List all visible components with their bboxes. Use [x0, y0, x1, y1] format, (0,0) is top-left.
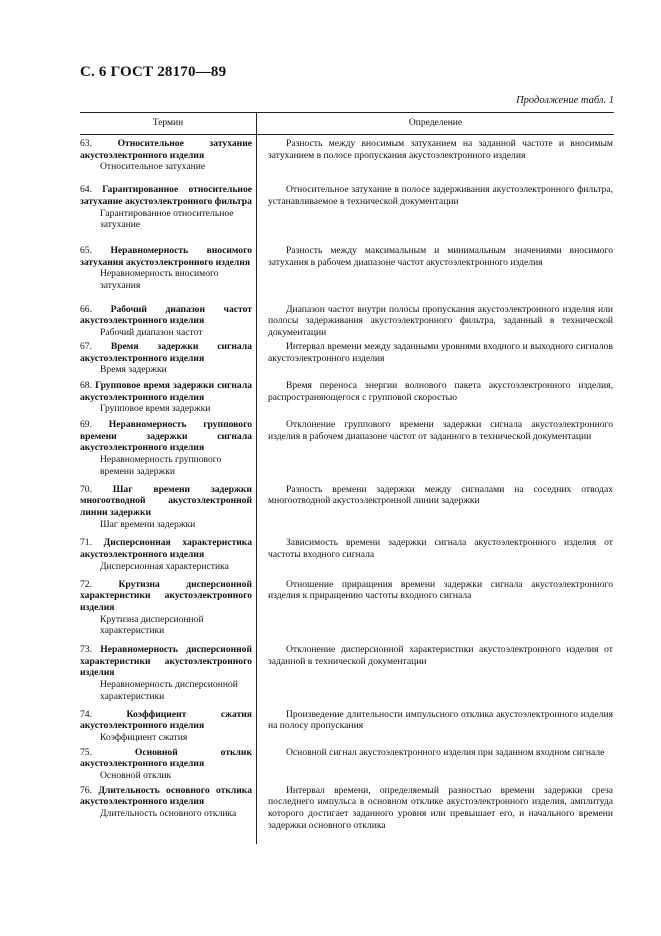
term-short-form: Неравномерность дисперсионной характеристики [100, 679, 238, 702]
term-name: Крутизна дисперсионной характеристики акустоэлектронного изделия [80, 578, 252, 613]
term-name: Относительное затухание акустоэлектронного изделия [80, 138, 252, 161]
term-heading [80, 304, 252, 327]
term-cell [80, 419, 256, 478]
definition-cell: Интервал времени между заданными уровнями входного и выходного сигналов акустоэлектронного изделия [268, 340, 613, 364]
term-short-form: Неравномерность группового времени задержки [100, 454, 222, 477]
table-continuation-label: Продолжение табл. 1 [516, 95, 614, 106]
definition-cell: Разность между вносимым затуханием на заданной частоте и вносимым затуханием в полосе пропускания акустоэлектронного изделия [268, 138, 613, 161]
table-row [80, 138, 614, 173]
table-row [80, 184, 614, 231]
term-number: 75. [80, 746, 92, 758]
term-heading [80, 537, 252, 560]
term-number: 67. [80, 340, 92, 352]
term-cell [80, 184, 256, 231]
term-name: Неравномерность группового времени задержки сигнала акустоэлектронного изделия [80, 419, 252, 454]
definition-cell: Интервал времени, определяемый разностью времени задержки среза последнего импульса в основном отклике акустоэлектронного изделия, амплитуда которого достигает заданного уровня или превышает его, и начального времени задержки основного отклика [268, 784, 613, 831]
term-cell [80, 709, 256, 744]
definition-cell: Разность между максимальным и минимальным значениями вносимого затухания в рабочем диапазоне частот акустоэлектронного изделия [268, 244, 613, 268]
column-header-term: Термин [152, 118, 184, 128]
term-name: Неравномерность дисперсионной характеристики акустоэлектронного изделия [80, 644, 252, 679]
term-name: Коэффициент сжатия акустоэлектронного изделия [80, 708, 252, 732]
term-number: 74. [80, 708, 92, 720]
term-number: 76. [80, 784, 92, 796]
definition-cell: Разность времени задержки между сигналами на соседних отводах многоотводной акустоэлектронной линии задержки [268, 483, 613, 507]
table-row [80, 304, 614, 339]
term-heading [80, 419, 252, 454]
definition-cell: Отношение приращения времени задержки сигнала акустоэлектронного изделия к приращению частоты входного сигнала [268, 578, 613, 602]
table-row [80, 419, 614, 478]
term-cell [80, 579, 256, 638]
term-short-form: Основной отклик [100, 770, 172, 782]
table-row [80, 579, 614, 638]
table-row [80, 644, 614, 703]
term-short-form: Дисперсионная характеристика [100, 560, 229, 572]
term-number: 69. [80, 419, 92, 431]
term-heading [80, 579, 252, 614]
term-cell [80, 484, 256, 531]
term-name: Гарантированное относительное затухание акустоэлектронного фильтра [80, 184, 252, 207]
term-heading [80, 484, 252, 519]
term-number: 68. [80, 379, 92, 391]
table-row [80, 380, 614, 415]
term-number: 73. [80, 644, 92, 656]
definition-cell: Зависимость времени задержки сигнала акустоэлектронного изделия от частоты входного сигнала [268, 537, 613, 561]
term-cell [80, 138, 256, 173]
term-cell [80, 747, 256, 782]
term-heading [80, 747, 252, 770]
term-cell [80, 304, 256, 339]
table-row [80, 785, 614, 832]
term-name: Неравномерность вносимого затухания акустоэлектронного изделия [80, 244, 252, 268]
term-number: 65. [80, 244, 92, 256]
term-cell [80, 537, 256, 572]
definition-cell: Произведение длительности импульсного отклика акустоэлектронного изделия на полосу пропускания [268, 708, 613, 732]
term-short-form: Шаг времени задержки [100, 518, 196, 530]
table-row [80, 341, 614, 376]
term-heading [80, 341, 252, 364]
term-short-form: Длительность основного отклика [100, 808, 237, 820]
table-row [80, 537, 614, 572]
definition-cell: Отклонение группового времени задержки сигнала акустоэлектронного изделия в рабочем диапазоне частот от заданного в технической документации [268, 419, 613, 442]
terms-table-body [80, 138, 614, 832]
page-header: С. 6 ГОСТ 28170—89 [80, 64, 227, 80]
term-cell [80, 341, 256, 376]
term-number: 63. [80, 138, 92, 149]
term-heading [80, 644, 252, 679]
term-name: Рабочий диапазон частот акустоэлектронного изделия [80, 303, 252, 327]
term-short-form: Крутизна дисперсионной характеристики [100, 613, 204, 637]
table-row [80, 245, 614, 292]
term-number: 64. [80, 184, 92, 196]
term-short-form: Время задержки [100, 364, 167, 376]
term-name: Время задержки сигнала акустоэлектронного изделия [80, 340, 252, 364]
table-row [80, 709, 614, 744]
term-short-form: Относительное затухание [100, 161, 206, 173]
term-number: 66. [80, 303, 92, 315]
table-header-rule [80, 134, 614, 135]
term-short-form: Коэффициент сжатия [100, 731, 188, 743]
definition-cell: Диапазон частот внутри полосы пропускания акустоэлектронного изделия или полосы задерживания акустоэлектронного фильтра, заданный в технической документации [268, 303, 613, 339]
term-cell [80, 380, 256, 415]
term-name: Основной отклик акустоэлектронного изделия [80, 746, 252, 770]
term-name: Длительность основного отклика акустоэлектронного изделия [80, 784, 252, 808]
definition-cell: Относительное затухание в полосе задерживания акустоэлектронного фильтра, устанавливаемое в технической документации [268, 184, 613, 207]
term-name: Дисперсионная характеристика акустоэлектронного изделия [80, 537, 252, 561]
term-name: Шаг времени задержки многоотводной акустоэлектронной линии задержки [80, 483, 252, 518]
term-cell [80, 785, 256, 832]
term-number: 72. [80, 578, 92, 590]
term-name: Групповое время задержки сигнала акустоэлектронного изделия [80, 379, 252, 403]
column-header-definition: Определение [408, 118, 463, 128]
term-short-form: Неравномерность вносимого затухания [100, 268, 219, 292]
term-cell [80, 245, 256, 292]
term-heading [80, 138, 252, 161]
term-number: 71. [80, 537, 92, 549]
term-short-form: Групповое время задержки [100, 403, 211, 415]
definition-cell: Время переноса энергии волнового пакета акустоэлектронного изделия, распространяющегося с групповой скоростью [268, 379, 613, 403]
term-heading [80, 785, 252, 808]
definition-cell: Отклонение дисперсионной характеристики акустоэлектронного изделия от заданной в технической документации [268, 644, 613, 667]
term-short-form: Рабочий диапазон частот [100, 327, 203, 339]
definition-cell: Основной сигнал акустоэлектронного изделия при заданном входном сигнале [286, 746, 605, 758]
term-heading [80, 245, 252, 268]
term-heading [80, 184, 252, 207]
term-heading [80, 380, 252, 403]
table-row [80, 484, 614, 531]
table-row [80, 747, 614, 782]
term-short-form: Гарантированное относительное затухание [100, 207, 234, 231]
term-cell [80, 644, 256, 703]
term-heading [80, 709, 252, 732]
term-number: 70. [80, 483, 92, 495]
